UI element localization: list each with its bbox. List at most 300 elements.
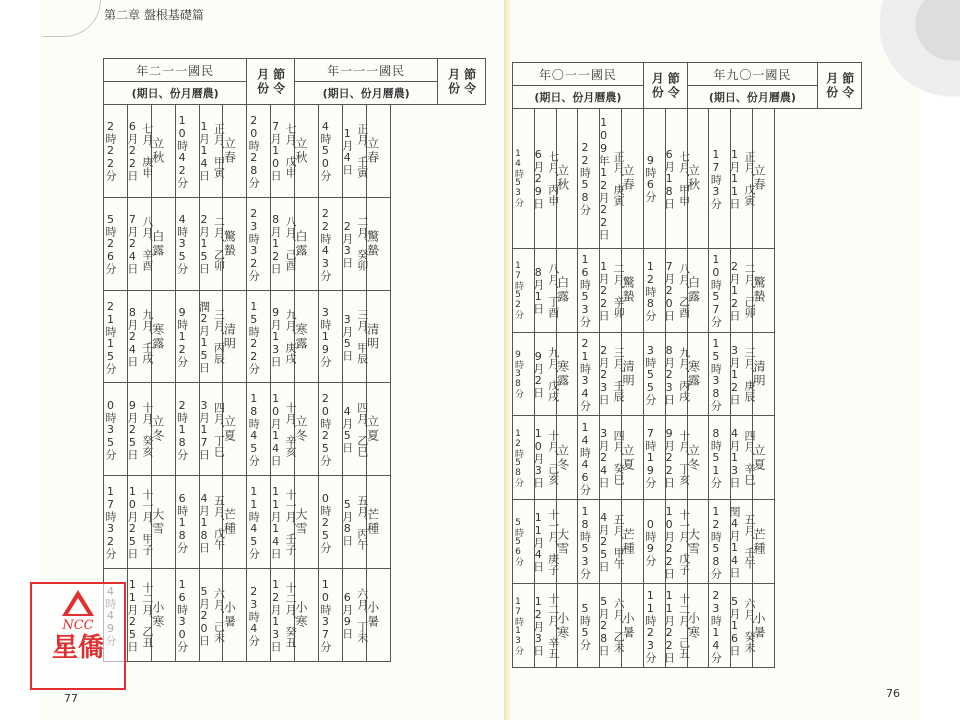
date-month-cell	[340, 569, 369, 662]
time-text: 5時26分	[104, 213, 117, 275]
date-text: 閏4月14日	[728, 505, 742, 578]
month-text: 九月、壬戌	[140, 309, 154, 365]
date-month-cell	[340, 197, 369, 290]
watermark-latin: NCC	[62, 618, 94, 633]
time-cell	[175, 569, 199, 662]
watermark-chinese: 星僑	[51, 633, 104, 663]
year-header: 年〇一一國民	[513, 63, 644, 86]
date-text: 8月12日	[269, 213, 283, 275]
month-header: 月份	[446, 67, 461, 96]
term-header: 節令	[840, 71, 855, 100]
date-text: 11月22日	[662, 588, 676, 663]
table-row	[104, 383, 486, 476]
term-cell	[366, 105, 390, 198]
term-cell	[151, 569, 175, 662]
date-month-cell	[197, 197, 226, 290]
page-number-right: 76	[886, 687, 900, 700]
term-text: 立春	[751, 164, 766, 193]
date-month-cell	[728, 109, 757, 249]
date-month-cell	[531, 332, 560, 416]
term-text: 小暑	[365, 601, 380, 630]
date-subheader: (期日、份月曆農)	[104, 82, 247, 105]
time-cell	[104, 290, 128, 383]
table-row	[104, 197, 486, 290]
month-text: 五月、甲午	[612, 514, 626, 570]
date-text: 11月4日	[531, 511, 545, 573]
date-month-cell	[269, 197, 298, 290]
term-header: 節令	[271, 67, 286, 96]
date-month-cell	[269, 476, 298, 569]
date-text: 3月12日	[728, 343, 742, 405]
time-text: 9時38分	[513, 350, 523, 399]
term-cell	[223, 105, 247, 198]
term-cell	[295, 569, 319, 662]
term-cell	[223, 290, 247, 383]
time-cell	[318, 197, 342, 290]
term-cell	[366, 569, 390, 662]
time-text: 9時12分	[175, 306, 189, 368]
term-text: 立秋	[555, 164, 570, 193]
date-text: 6月18日	[662, 147, 676, 209]
date-month-cell	[728, 500, 757, 584]
term-cell	[622, 584, 644, 668]
month-text: 五月、戊午	[212, 494, 226, 550]
year-header: 年九〇一國民	[687, 63, 818, 86]
time-text: 12時8分	[643, 259, 657, 321]
time-cell	[104, 383, 128, 476]
date-month-cell	[728, 248, 757, 332]
time-text: 20時28分	[247, 113, 261, 188]
term-cell	[687, 416, 709, 500]
month-text: 六月、己未	[212, 587, 226, 643]
time-cell	[247, 197, 271, 290]
time-text: 14時46分	[578, 420, 592, 495]
date-text: 3月24日	[597, 427, 611, 489]
month-text: 七月、戊申	[284, 123, 298, 179]
term-text: 寒露	[686, 360, 701, 389]
time-text: 8時51分	[709, 427, 723, 489]
month-text: 十一月、戊子	[677, 508, 691, 575]
month-text: 十二月、辛丑	[546, 592, 560, 659]
term-text: 立夏	[751, 443, 766, 472]
time-text: 3時55分	[643, 343, 657, 405]
year-header: 年一一一國民	[295, 59, 438, 82]
month-text: 十一月、壬子	[284, 489, 298, 556]
month-text: 九月、庚戌	[284, 309, 298, 365]
term-cell	[151, 383, 175, 476]
time-cell	[318, 569, 342, 662]
table-row	[513, 416, 862, 500]
term-cell	[223, 197, 247, 290]
time-text: 21時15分	[104, 299, 117, 374]
term-text: 寒露	[294, 322, 308, 351]
time-text: 10時37分	[318, 578, 332, 653]
time-text: 10時57分	[709, 253, 723, 328]
term-cell	[622, 416, 644, 500]
date-month-cell	[728, 416, 757, 500]
term-text: 大雪	[294, 508, 308, 537]
time-text: 15時38分	[709, 337, 723, 412]
date-month-cell	[662, 109, 691, 249]
month-text: 正月、甲寅	[212, 123, 226, 179]
date-text: 9月13日	[269, 306, 283, 368]
month-header: 月份	[824, 71, 839, 100]
watermark-stamp	[30, 582, 126, 690]
time-text: 22時58分	[578, 141, 592, 216]
term-cell	[151, 105, 175, 198]
term-cell	[622, 332, 644, 416]
time-cell	[318, 105, 342, 198]
term-text: 立夏	[222, 415, 237, 444]
date-text: 12月13日	[269, 578, 283, 653]
term-cell	[752, 248, 774, 332]
date-month-cell	[125, 197, 154, 290]
table-row	[513, 332, 862, 416]
time-text: 10時42分	[175, 113, 189, 188]
time-text: 17時3分	[709, 147, 723, 209]
date-month-cell	[531, 109, 560, 249]
date-text: 1月11日	[728, 147, 742, 209]
date-text: 3月17日	[197, 398, 211, 460]
month-text: 二月、己卯	[743, 262, 757, 318]
time-text: 23時32分	[247, 206, 261, 281]
date-month-cell	[662, 416, 691, 500]
term-header: 節令	[666, 71, 681, 100]
month-text: 六月、乙未	[612, 598, 626, 654]
date-text: 7月24日	[125, 213, 139, 275]
date-text: 1月22日	[597, 259, 611, 321]
time-text: 16時30分	[175, 578, 189, 653]
date-month-cell	[662, 500, 691, 584]
date-text: 4月13日	[728, 427, 742, 489]
date-text: 5月20日	[197, 584, 211, 646]
time-text: 12時58分	[709, 504, 723, 579]
term-text: 大雪	[555, 527, 570, 556]
term-text: 清明	[751, 360, 766, 389]
date-month-cell	[340, 290, 369, 383]
month-text: 九月、戊戌	[546, 346, 560, 402]
time-text: 23時14分	[709, 588, 723, 663]
date-text: 11月14日	[269, 485, 283, 560]
term-cell	[366, 290, 390, 383]
date-month-cell	[340, 383, 369, 476]
table-row	[513, 248, 862, 332]
date-text: 7月20日	[662, 259, 676, 321]
time-cell	[175, 476, 199, 569]
term-cell	[622, 109, 644, 249]
date-text: 8月24日	[125, 306, 139, 368]
month-text: 八月、己酉	[284, 216, 298, 272]
term-text: 芒種	[621, 527, 636, 556]
date-text: 5月16日	[728, 595, 742, 657]
almanac-table-right	[512, 62, 862, 668]
month-text: 四月、乙巳	[355, 401, 369, 457]
month-text: 六月、丁未	[355, 587, 369, 643]
term-text: 立秋	[294, 136, 308, 165]
term-cell	[752, 416, 774, 500]
term-text: 芒種	[222, 508, 237, 537]
date-text: 12月3日	[531, 595, 545, 657]
time-cell	[104, 105, 128, 198]
term-text: 小暑	[751, 611, 766, 640]
date-month-cell	[597, 416, 626, 500]
date-text: 11月25日	[125, 578, 139, 653]
date-month-cell	[125, 290, 154, 383]
month-text: 十一月、庚子	[546, 508, 560, 575]
time-cell	[104, 476, 128, 569]
month-text: 十二月、癸丑	[284, 582, 298, 649]
term-text: 寒露	[150, 322, 165, 351]
date-month-cell	[197, 290, 226, 383]
term-cell	[556, 109, 578, 249]
term-header: 節令	[462, 67, 477, 96]
month-text: 十月、癸亥	[140, 401, 154, 457]
month-text: 七月、丙申	[546, 150, 560, 206]
time-cell	[318, 383, 342, 476]
date-text: 1月4日	[340, 126, 354, 175]
date-month-cell	[197, 383, 226, 476]
month-text: 八月、乙酉	[677, 262, 691, 318]
date-text: 6月29日	[531, 147, 545, 209]
date-text: 9月22日	[662, 427, 676, 489]
term-cell	[151, 476, 175, 569]
date-text: 6月9日	[340, 591, 354, 640]
date-text: 潤2月15日	[197, 300, 211, 373]
term-cell	[556, 248, 578, 332]
date-subheader: (期日、份月曆農)	[513, 86, 644, 109]
term-text: 小寒	[150, 601, 165, 630]
term-text: 立秋	[150, 136, 165, 165]
date-subheader: (期日、份月曆農)	[295, 82, 438, 105]
time-text: 5時56分	[513, 517, 523, 566]
date-text: 1月14日	[197, 120, 211, 182]
year-header: 年二一一國民	[104, 59, 247, 82]
term-cell	[151, 197, 175, 290]
date-text: 10月3日	[531, 427, 545, 489]
date-month-cell	[269, 569, 298, 662]
date-subheader: (期日、份月曆農)	[687, 86, 818, 109]
date-month-cell	[531, 500, 560, 584]
time-text: 12時58分	[513, 428, 523, 487]
time-cell	[104, 197, 128, 290]
term-cell	[295, 383, 319, 476]
term-text: 立春	[222, 136, 237, 165]
month-term-header	[247, 59, 295, 105]
date-month-cell	[597, 248, 626, 332]
month-text: 二月、癸卯	[355, 216, 369, 272]
term-cell	[752, 332, 774, 416]
term-cell	[556, 332, 578, 416]
date-month-cell	[269, 105, 298, 198]
month-text: 八月、丁酉	[546, 262, 560, 318]
term-cell	[223, 569, 247, 662]
date-month-cell	[197, 105, 226, 198]
time-cell	[175, 105, 199, 198]
term-text: 芒種	[365, 508, 380, 537]
date-text: 2月3日	[340, 219, 354, 268]
term-text: 驚蟄	[751, 276, 766, 305]
term-text: 小寒	[294, 601, 308, 630]
date-text: 4月5日	[340, 405, 354, 454]
table-row	[513, 500, 862, 584]
month-text: 四月、癸巳	[612, 430, 626, 486]
date-text: 8月1日	[531, 266, 545, 315]
month-text: 二月、乙卯	[212, 216, 226, 272]
term-cell	[366, 476, 390, 569]
month-text: 十月、丁亥	[677, 430, 691, 486]
term-cell	[556, 416, 578, 500]
date-month-cell	[340, 476, 369, 569]
date-text: 2月23日	[597, 343, 611, 405]
date-text: 5月8日	[340, 498, 354, 547]
time-text: 0時25分	[318, 491, 332, 553]
term-cell	[295, 290, 319, 383]
month-text: 八月、辛酉	[140, 216, 154, 272]
page-number-left: 77	[64, 692, 78, 705]
term-cell	[622, 500, 644, 584]
date-text: 10月22日	[662, 504, 676, 579]
month-text: 九月、丙戌	[677, 346, 691, 402]
term-cell	[687, 332, 709, 416]
term-text: 清明	[222, 322, 237, 351]
month-text: 六月、癸未	[743, 598, 757, 654]
date-text: 3月5日	[340, 312, 354, 361]
term-text: 大雪	[150, 508, 165, 537]
term-text: 立冬	[555, 443, 570, 472]
month-text: 四月、辛巳	[743, 430, 757, 486]
term-text: 立冬	[294, 415, 308, 444]
date-month-cell	[662, 248, 691, 332]
time-cell	[175, 290, 199, 383]
date-month-cell	[597, 500, 626, 584]
month-text: 三月、壬辰	[612, 346, 626, 402]
month-header: 月份	[255, 67, 270, 96]
month-text: 五月、丙午	[355, 494, 369, 550]
time-text: 9時6分	[643, 154, 657, 203]
table-row	[104, 290, 486, 383]
date-month-cell	[125, 383, 154, 476]
date-month-cell	[662, 584, 691, 668]
date-text: 4月25日	[597, 511, 611, 573]
time-text: 2時18分	[175, 398, 189, 460]
time-text: 11時23分	[643, 588, 657, 663]
term-text: 小暑	[621, 611, 636, 640]
term-cell	[752, 500, 774, 584]
time-cell	[247, 476, 271, 569]
table-row	[104, 476, 486, 569]
date-text: 6月22日	[125, 120, 139, 182]
time-text: 11時45分	[247, 485, 261, 560]
term-cell	[295, 197, 319, 290]
month-text: 正月、庚寅	[612, 150, 626, 206]
table-row	[513, 109, 862, 249]
month-term-header	[643, 63, 687, 109]
term-cell	[151, 290, 175, 383]
month-text: 十一月、甲子	[140, 489, 154, 556]
term-cell	[295, 105, 319, 198]
date-month-cell	[728, 332, 757, 416]
term-text: 小暑	[222, 601, 237, 630]
time-text: 7時19分	[643, 427, 657, 489]
month-text: 四月、丁巳	[212, 401, 226, 457]
term-text: 清明	[621, 360, 636, 389]
month-text: 十二月、己丑	[677, 592, 691, 659]
term-cell	[295, 476, 319, 569]
time-cell	[318, 476, 342, 569]
table-row	[104, 105, 486, 198]
time-text: 17時32分	[104, 485, 117, 560]
date-month-cell	[125, 569, 154, 662]
date-month-cell	[662, 332, 691, 416]
date-month-cell	[728, 584, 757, 668]
month-text: 二月、辛卯	[612, 262, 626, 318]
date-month-cell	[531, 248, 560, 332]
term-text: 寒露	[555, 360, 570, 389]
date-text: 5月28日	[597, 595, 611, 657]
term-cell	[622, 248, 644, 332]
term-text: 小寒	[555, 611, 570, 640]
term-text: 白露	[150, 229, 165, 258]
term-text: 白露	[686, 276, 701, 305]
date-month-cell	[197, 476, 226, 569]
date-month-cell	[597, 332, 626, 416]
time-text: 17時13分	[513, 596, 523, 655]
term-text: 驚蟄	[365, 229, 380, 258]
date-text: 10月14日	[269, 392, 283, 467]
date-month-cell	[531, 416, 560, 500]
term-text: 白露	[294, 229, 308, 258]
almanac-table-left	[103, 58, 486, 662]
date-month-cell	[269, 290, 298, 383]
month-term-header	[438, 59, 486, 105]
time-cell	[247, 383, 271, 476]
time-cell	[318, 290, 342, 383]
term-text: 清明	[365, 322, 380, 351]
date-month-cell	[597, 584, 626, 668]
date-month-cell	[531, 584, 560, 668]
watermark-triangle-icon	[62, 590, 94, 616]
time-text: 15時22分	[247, 299, 261, 374]
date-text: 4月18日	[197, 491, 211, 553]
date-month-cell	[269, 383, 298, 476]
term-cell	[687, 109, 709, 249]
chapter-header: 第二章 盤根基礎篇	[104, 8, 204, 22]
term-text: 立春	[621, 164, 636, 193]
term-cell	[752, 584, 774, 668]
time-text: 23時4分	[247, 584, 261, 646]
term-text: 立夏	[365, 415, 380, 444]
term-text: 小寒	[686, 611, 701, 640]
time-text: 18時53分	[578, 504, 592, 579]
term-cell	[223, 383, 247, 476]
term-text: 白露	[555, 276, 570, 305]
term-text: 立夏	[621, 443, 636, 472]
month-text: 七月、甲申	[677, 150, 691, 206]
month-term-header	[818, 63, 862, 109]
date-text: 2月15日	[197, 213, 211, 275]
month-text: 十二月、乙丑	[140, 582, 154, 649]
term-cell	[752, 109, 774, 249]
month-text: 十月、辛亥	[284, 401, 298, 457]
time-cell	[247, 290, 271, 383]
month-text: 七月、庚申	[140, 123, 154, 179]
time-text: 21時34分	[578, 337, 592, 412]
date-text: 8月23日	[662, 343, 676, 405]
date-text: 7月10日	[269, 120, 283, 182]
date-text: 9月25日	[125, 398, 139, 460]
month-text: 三月、丙辰	[212, 309, 226, 365]
table-row	[104, 569, 486, 662]
